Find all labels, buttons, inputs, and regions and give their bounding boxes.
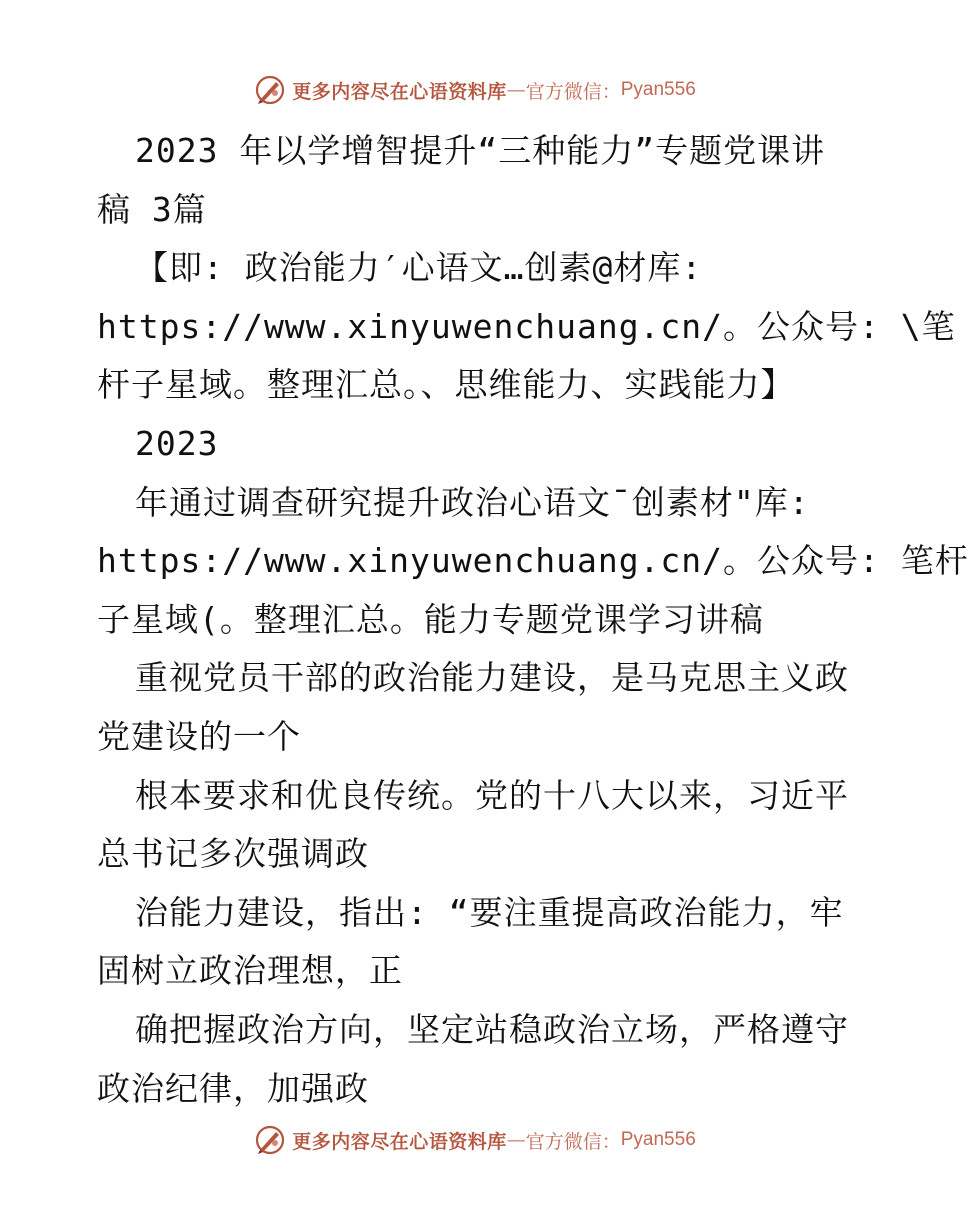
watermark-separator: — [506, 1129, 526, 1151]
text-line: 根本要求和优良传统。党的十八大以来，习近平 [135, 775, 849, 815]
pen-logo-icon [254, 74, 286, 106]
text-line: 子星域(。整理汇总。能力专题党课学习讲稿 [97, 599, 764, 639]
text-line: 2023 [135, 423, 219, 463]
text-line: 【即: 政治能力′心语文…创素@材库: [135, 248, 703, 288]
text-line: 稿 3篇 [97, 189, 207, 229]
text-line: 党建设的一个 [97, 716, 301, 756]
text-line: 2023 年以学增智提升“三种能力”专题党课讲 [135, 131, 826, 170]
pen-logo-icon [254, 1124, 286, 1156]
watermark-wechat-label: 官方微信： [525, 1130, 621, 1153]
watermark-separator: — [506, 79, 526, 101]
footer-watermark [0, 1120, 950, 1160]
watermark-text: 更多内容尽在心语资料库 [292, 80, 507, 103]
text-line: 杆子星域。整理汇总。、思维能力、实践能力】 [97, 365, 795, 405]
text-line: 年通过调查研究提升政治心语文¯创素材"库: [135, 482, 810, 522]
document-body [97, 122, 969, 1118]
text-line: 重视党员干部的政治能力建设，是马克思主义政 [135, 658, 849, 698]
header-watermark [0, 70, 950, 110]
text-line: 总书记多次强调政 [97, 834, 369, 874]
text-line: https://www.xinyuwenchuang.cn/。公众号: 笔杆 [97, 541, 969, 581]
watermark-wechat-id: Pyan556 [620, 1129, 696, 1150]
text-line: https://www.xinyuwenchuang.cn/。公众号: \笔 [97, 306, 956, 346]
text-line: 确把握政治方向，坚定站稳政治立场，严格遵守 [135, 1009, 849, 1049]
text-line: 固树立政治理想，正 [97, 951, 403, 991]
watermark-text: 更多内容尽在心语资料库 [292, 1130, 507, 1153]
watermark-wechat-label: 官方微信： [525, 80, 621, 103]
text-line: 政治纪律，加强政 [97, 1068, 369, 1108]
text-line: 治能力建设，指出: “要注重提高政治能力，牢 [135, 892, 844, 932]
watermark-wechat-id: Pyan556 [620, 79, 696, 100]
